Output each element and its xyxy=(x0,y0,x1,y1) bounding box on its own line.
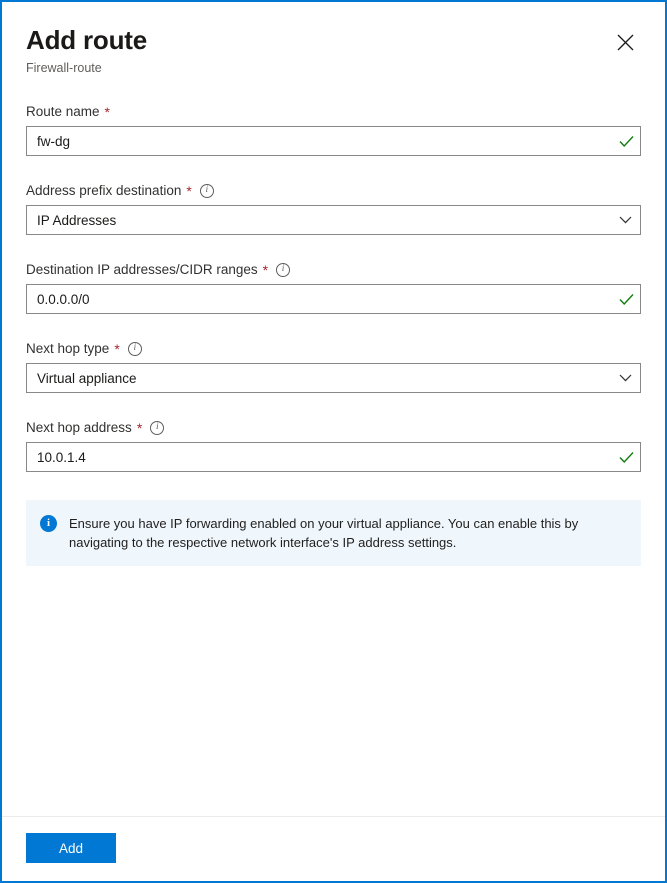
address-prefix-label xyxy=(26,182,641,200)
required-asterisk: * xyxy=(104,104,110,120)
address-prefix-dropdown[interactable] xyxy=(26,205,641,235)
next-hop-type-dropdown[interactable] xyxy=(26,363,641,393)
destination-ip-label xyxy=(26,261,641,279)
required-asterisk: * xyxy=(136,420,143,436)
route-name-label xyxy=(26,103,641,121)
chevron-down-icon xyxy=(610,374,640,382)
page-title: Add route xyxy=(26,25,147,55)
valid-check-icon xyxy=(612,451,640,464)
info-icon[interactable]: i xyxy=(128,342,142,356)
field-destination-ip xyxy=(26,261,641,314)
close-icon xyxy=(617,34,634,51)
info-icon: i xyxy=(40,515,57,532)
panel-footer xyxy=(2,816,665,881)
info-message-text: Ensure you have IP forwarding enabled on your virtual appliance. You can enable this by navigating to the respective network interface's IP address settings. xyxy=(69,516,579,550)
field-route-name xyxy=(26,103,641,156)
next-hop-address-label-text: Next hop address xyxy=(26,420,132,435)
next-hop-type-value: Virtual appliance xyxy=(37,370,137,386)
field-address-prefix-destination xyxy=(26,182,641,235)
valid-check-icon xyxy=(612,293,640,306)
info-icon[interactable]: i xyxy=(276,263,290,277)
address-prefix-label-text: Address prefix destination xyxy=(26,183,182,198)
route-name-label-text: Route name xyxy=(26,104,100,119)
close-button[interactable] xyxy=(609,26,641,58)
next-hop-address-control[interactable] xyxy=(26,442,641,472)
next-hop-type-label-text: Next hop type xyxy=(26,341,110,356)
chevron-down-icon xyxy=(610,216,640,224)
next-hop-address-input[interactable] xyxy=(27,443,612,471)
required-asterisk: * xyxy=(114,341,120,357)
address-prefix-value: IP Addresses xyxy=(37,212,117,228)
field-next-hop-address xyxy=(26,419,641,472)
panel-body xyxy=(2,2,665,816)
info-message-bar xyxy=(26,500,641,566)
field-next-hop-type xyxy=(26,340,641,393)
add-button[interactable]: Add xyxy=(26,833,116,863)
next-hop-type-label xyxy=(26,340,641,358)
destination-ip-label-text: Destination IP addresses/CIDR ranges xyxy=(26,262,258,277)
required-asterisk: * xyxy=(262,262,269,278)
valid-check-icon xyxy=(612,135,640,148)
route-name-control[interactable] xyxy=(26,126,641,156)
panel-header xyxy=(26,24,641,77)
destination-ip-input[interactable] xyxy=(27,285,612,313)
info-icon[interactable]: i xyxy=(200,184,214,198)
info-icon[interactable]: i xyxy=(150,421,164,435)
destination-ip-control[interactable] xyxy=(26,284,641,314)
required-asterisk: * xyxy=(186,183,192,199)
route-name-input[interactable] xyxy=(27,127,612,155)
panel-subtitle: Firewall-route xyxy=(26,61,102,75)
next-hop-address-label xyxy=(26,419,641,437)
